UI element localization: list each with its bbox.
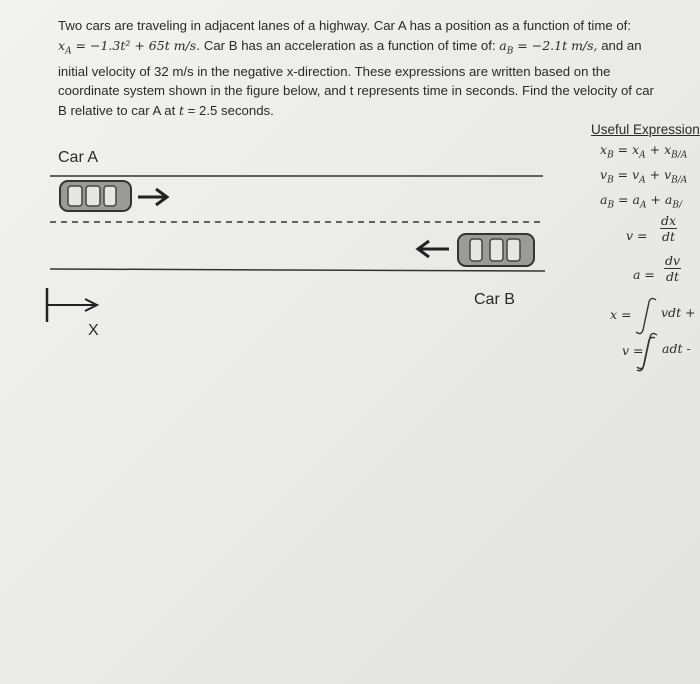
relative-velocity-equation: $v_B = v_A + v_{B/A}$ [600, 167, 688, 186]
problem-line-4: coordinate system shown in the figure below, and t represents time in seconds. Find the velocity of car [58, 83, 654, 98]
velocity-integral-lhs: v = [622, 343, 644, 358]
relative-position-equation: $x_B = x_A + x_{B/A}$ [600, 142, 688, 161]
position-integral-body: vdt + [661, 305, 696, 320]
relative-acceleration-equation: $a_B = a_A + a_{B/}$ [600, 192, 682, 211]
velocity-definition-lhs: v = [626, 228, 648, 243]
velocity-definition-fraction: $\frac{dx}{dt}$ [661, 213, 677, 244]
acceleration-definition-fraction: $\frac{dv}{dt}$ [665, 253, 681, 284]
useful-expressions-title: Useful Expression [591, 122, 700, 137]
problem-line-3: initial velocity of 32 m/s in the negative x-direction. These expressions are written based on the [58, 63, 611, 79]
problem-line-5: B relative to car A at t = 2.5 seconds. [58, 102, 274, 118]
velocity-integral-body: adt - [662, 341, 691, 356]
problem-line-2: $x_A = -1.3t^2 + 65t$ m/s. Car B has an acceleration as a function of time of: $a_B = -2.1t$ m/s, and an [58, 37, 642, 56]
problem-line-1: Two cars are traveling in adjacent lanes of a highway. Car A has a position as a function of time of: [58, 18, 631, 33]
car-b-label: Car B [474, 291, 515, 308]
position-integral-lhs: x = [610, 307, 632, 322]
integral-sign-position [636, 298, 656, 333]
axis-label: X [88, 322, 99, 339]
acceleration-definition-lhs: a = [633, 267, 655, 282]
car-a-label: Car A [58, 149, 99, 166]
